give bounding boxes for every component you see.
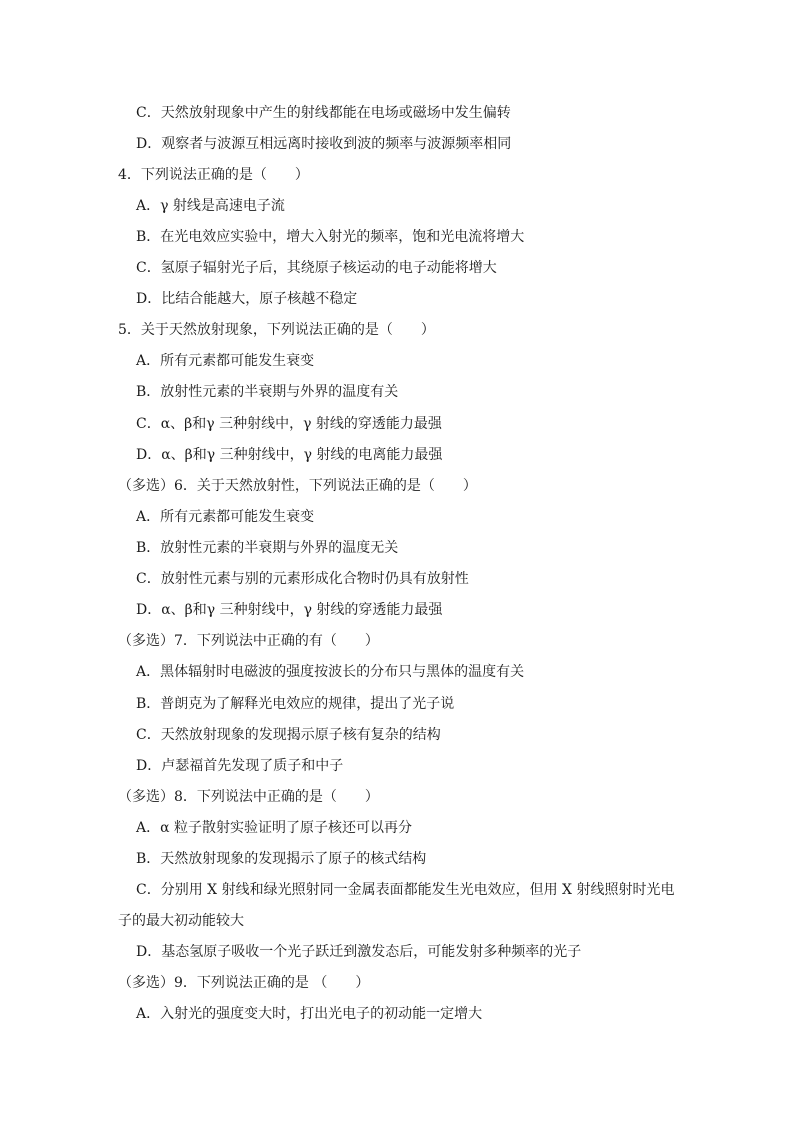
q6-option-d: D．α、β和γ 三种射线中，γ 射线的穿透能力最强: [136, 602, 443, 618]
q4-option-c: C．氢原子辐射光子后，其绕原子核运动的电子动能将增大: [136, 260, 497, 276]
q8-option-c: C．分别用 X 射线和绿光照射同一金属表面都能发生光电效应，但用 X 射线照射时光电: [136, 882, 675, 898]
q9-option-a: A．入射光的强度变大时，打出光电子的初动能一定增大: [136, 1006, 483, 1022]
q4-stem: 4．下列说法正确的是（ ）: [118, 167, 309, 183]
q8-stem: （多选）8．下列说法中正确的是（ ）: [118, 789, 379, 805]
q7-option-a: A．黑体辐射时电磁波的强度按波长的分布只与黑体的温度有关: [136, 664, 525, 680]
q3-option-d: D．观察者与波源互相远离时接收到波的频率与波源频率相同: [136, 136, 512, 152]
q4-option-b: B．在光电效应实验中，增大入射光的频率，饱和光电流将增大: [136, 229, 525, 245]
q5-option-a: A．所有元素都可能发生衰变: [136, 353, 315, 369]
q3-option-c: C．天然放射现象中产生的射线都能在电场或磁场中发生偏转: [136, 105, 511, 121]
q5-option-c: C．α、β和γ 三种射线中，γ 射线的穿透能力最强: [136, 416, 442, 432]
q5-option-d: D．α、β和γ 三种射线中，γ 射线的电离能力最强: [136, 447, 443, 463]
q7-option-c: C．天然放射现象的发现揭示原子核有复杂的结构: [136, 727, 441, 743]
q7-option-d: D．卢瑟福首先发现了质子和中子: [136, 758, 344, 774]
q7-stem: （多选）7．下列说法中正确的有（ ）: [118, 633, 379, 649]
q4-option-d: D．比结合能越大，原子核越不稳定: [136, 291, 358, 307]
q6-stem: （多选）6．关于天然放射性，下列说法正确的是（ ）: [118, 478, 477, 494]
q7-option-b: B．普朗克为了解释光电效应的规律，提出了光子说: [136, 696, 455, 712]
q5-option-b: B．放射性元素的半衰期与外界的温度有关: [136, 384, 399, 400]
q8-option-d: D．基态氢原子吸收一个光子跃迁到激发态后，可能发射多种频率的光子: [136, 944, 582, 960]
q5-stem: 5．关于天然放射现象，下列说法正确的是（ ）: [118, 322, 435, 338]
q6-option-c: C．放射性元素与别的元素形成化合物时仍具有放射性: [136, 571, 469, 587]
q6-option-a: A．所有元素都可能发生衰变: [136, 509, 315, 525]
q9-stem: （多选）9．下列说法正确的是 （ ）: [118, 975, 370, 991]
q8-option-c-continuation: 子的最大初动能较大: [118, 913, 244, 929]
q4-option-a: A．γ 射线是高速电子流: [136, 198, 285, 214]
q8-option-a: A．α 粒子散射实验证明了原子核还可以再分: [136, 820, 413, 836]
q6-option-b: B．放射性元素的半衰期与外界的温度无关: [136, 540, 399, 556]
q8-option-b: B．天然放射现象的发现揭示了原子的核式结构: [136, 851, 427, 867]
